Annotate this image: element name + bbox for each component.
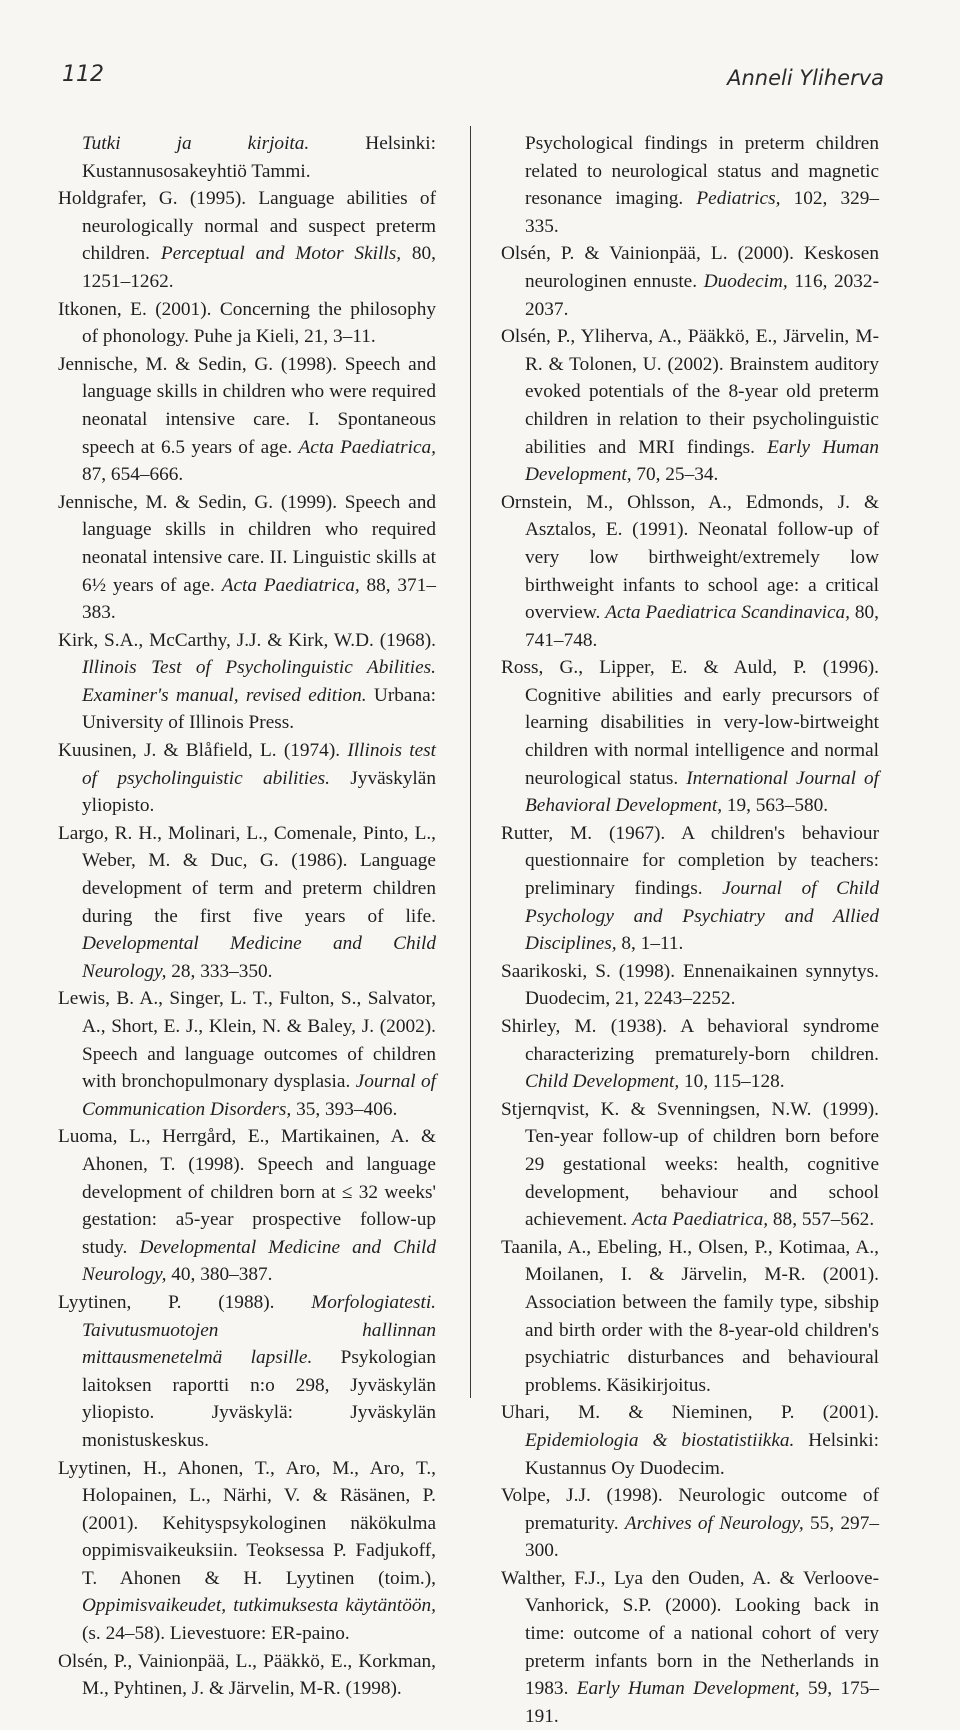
reference-entry: [501, 1482, 879, 1565]
reference-text: Walther, F.J., Lya den Ouden, A. & Verloove-Vanhorick, S.P. (2000). Looking back in time: outcome of a national cohort of very preterm infants born in the Netherlands in 1983.: [501, 1567, 879, 1700]
column-divider: [470, 126, 471, 1398]
reference-text: Kirk, S.A., McCarthy, J.J. & Kirk, W.D. (1968).: [58, 629, 436, 651]
reference-title: Journal of Communication Disorders,: [82, 1071, 436, 1120]
reference-title: Early Human Development,: [525, 436, 879, 486]
reference-title: Developmental Medicine and Child Neurology,: [82, 933, 436, 982]
reference-entry: [58, 1289, 436, 1455]
reference-text: Largo, R. H., Molinari, L., Comenale, Pinto, L., Weber, M. & Duc, G. (1986). Language development of term and preterm children during the first five years of life.: [58, 822, 436, 927]
reference-text: Olsén, P. & Vainionpää, L. (2000). Keskosen neurologinen ennuste.: [501, 243, 879, 292]
reference-entry: [501, 958, 879, 1013]
reference-title: Morfologiatesti. Taivutusmuotojen hallinnan mittausmenetelmä lapsille.: [82, 1291, 436, 1369]
reference-title: Illinois Test of Psycholinguistic Abilities. Examiner's manual, revised edition.: [82, 657, 436, 706]
reference-text: Itkonen, E. (2001). Concerning the philosophy of phonology. Puhe ja Kieli, 21, 3–11.: [58, 298, 436, 348]
reference-text: 10, 115–128.: [679, 1071, 785, 1093]
reference-title: Acta Paediatrica,: [298, 436, 436, 458]
reference-title: Journal of Child Psychology and Psychiatry and Allied Disciplines,: [525, 878, 879, 955]
reference-text: 8, 1–11.: [616, 933, 684, 955]
reference-entry: [501, 1565, 879, 1730]
reference-title: Duodecim,: [703, 270, 788, 292]
reference-text: Urbana: University of Illinois Press.: [82, 684, 437, 734]
reference-entry: [501, 820, 879, 958]
reference-title: Tutki ja kirjoita.: [82, 133, 310, 154]
reference-text: Psykologian laitoksen raportti n:o 298, Jyväskylän yliopisto. Jyväskylä: Jyväskylän monistuskeskus.: [82, 1347, 436, 1451]
running-head: Anneli Yliherva: [727, 66, 884, 90]
reference-text: Lyytinen, H., Ahonen, T., Aro, M., Aro, T., Holopainen, L., Närhi, V. & Räsänen, P. (2001). Kehityspsykologinen näkökulma oppimisvaikeuksiin. Teoksessa P. Fadjukoff, T. Ahonen & H. Lyytinen (toim.),: [58, 1457, 436, 1589]
reference-entry: [501, 489, 879, 655]
reference-title: Pediatrics,: [696, 188, 781, 210]
reference-title: Acta Paediatrica,: [632, 1209, 769, 1231]
reference-entry: [501, 1013, 879, 1096]
reference-entry: [501, 654, 879, 820]
reference-text: Taanila, A., Ebeling, H., Olsen, P., Kotimaa, A., Moilanen, I. & Järvelin, M-R. (2001). Association between the family type, sibship and birth order with the 8-year-old children's psychiatric disturbances and behavioural problems. Käsikirjoitus.: [501, 1236, 879, 1396]
reference-text: 55, 297–300.: [525, 1512, 879, 1562]
reference-text: Ross, G., Lipper, E. & Auld, P. (1996). Cognitive abilities and early precursors of learning disabilities in very-low-birtweight children with normal intelligence and normal neurological status.: [501, 657, 879, 789]
reference-text: Jennische, M. & Sedin, G. (1998). Speech and language skills in children who were required neonatal intensive care. I. Spontaneous speech at 6.5 years of age.: [58, 353, 436, 458]
reference-text: Volpe, J.J. (1998). Neurologic outcome of prematurity.: [501, 1485, 879, 1534]
reference-entry: [58, 1455, 436, 1648]
reference-entry: [58, 351, 436, 489]
reference-column-left: [58, 130, 436, 1703]
reference-entry: [58, 185, 436, 295]
reference-text: 87, 654–666.: [82, 464, 184, 486]
reference-entry: [58, 737, 436, 820]
reference-text: Luoma, L., Herrgård, E., Martikainen, A. & Ahonen, T. (1998). Speech and language development of children born at ≤ 32 weeks' gestation: a5-year prospective follow-up study.: [58, 1126, 436, 1258]
reference-text: (s. 24–58). Lievestuore: ER-paino.: [82, 1623, 350, 1645]
reference-text: 116, 2032-2037.: [525, 270, 879, 320]
reference-entry: [58, 296, 436, 351]
reference-text: 88, 557–562.: [768, 1209, 875, 1231]
reference-column-right: [501, 130, 879, 1730]
reference-entry: [58, 489, 436, 627]
reference-text: 88, 371–383.: [82, 574, 436, 624]
reference-title: International Journal of Behavioral Development,: [525, 767, 879, 817]
reference-text: Lyytinen, P. (1988).: [58, 1291, 312, 1313]
reference-text: Shirley, M. (1938). A behavioral syndrome characterizing prematurely-born children.: [501, 1016, 879, 1065]
reference-title: Archives of Neurology,: [624, 1512, 804, 1534]
reference-text: 19, 563–580.: [722, 795, 829, 817]
reference-title: Early Human Development,: [576, 1678, 800, 1700]
reference-text: 80, 741–748.: [525, 602, 879, 651]
reference-text: Jyväskylän yliopisto.: [82, 767, 436, 817]
reference-entry: [501, 130, 879, 240]
reference-text: Holdgrafer, G. (1995). Language abilities of neurologically normal and suspect preterm children.: [58, 188, 436, 265]
reference-text: 28, 333–350.: [166, 960, 273, 982]
reference-text: Saarikoski, S. (1998). Ennenaikainen synnytys. Duodecim, 21, 2243–2252.: [501, 960, 879, 1010]
reference-text: Jennische, M. & Sedin, G. (1999). Speech and language skills in children who required neonatal intensive care. II. Linguistic skills at 6½ years of age.: [58, 491, 436, 596]
reference-text: Psychological findings in preterm children related to neurological status and magnetic resonance imaging.: [525, 133, 879, 210]
reference-title: Acta Paediatrica,: [221, 574, 360, 596]
reference-text: Rutter, M. (1967). A children's behaviour questionnaire for completion by teachers: preliminary findings.: [501, 822, 879, 900]
reference-entry: [58, 130, 436, 185]
reference-entry: [501, 240, 879, 323]
reference-text: 80, 1251–1262.: [82, 243, 436, 292]
reference-text: Lewis, B. A., Singer, L. T., Fulton, S., Salvator, A., Short, E. J., Klein, N. & Baley, J. (2002). Speech and language outcomes of children with bronchopulmonary dysplasia.: [58, 988, 436, 1093]
reference-entry: [58, 1123, 436, 1289]
reference-entry: [501, 1234, 879, 1400]
reference-entry: [501, 1096, 879, 1234]
reference-entry: [58, 1648, 436, 1703]
reference-text: Helsinki: Kustannusosakeyhtiö Tammi.: [82, 133, 436, 182]
reference-entry: [58, 985, 436, 1123]
reference-text: 70, 25–34.: [631, 464, 719, 486]
reference-text: Olsén, P., Vainionpää, L., Pääkkö, E., Korkman, M., Pyhtinen, J. & Järvelin, M-R. (1998).: [58, 1650, 436, 1700]
reference-text: Kuusinen, J. & Blåfield, L. (1974).: [58, 740, 348, 762]
reference-text: Ornstein, M., Ohlsson, A., Edmonds, J. & Asztalos, E. (1991). Neonatal follow-up of very low birthweight/extremely low birthweight infants to school age: a critical overview.: [501, 491, 879, 624]
reference-text: 35, 393–406.: [291, 1098, 398, 1120]
reference-text: 40, 380–387.: [166, 1264, 273, 1286]
reference-title: Developmental Medicine and Child Neurology,: [82, 1236, 437, 1286]
page-number: 112: [62, 62, 104, 87]
reference-entry: [58, 820, 436, 986]
reference-title: Epidemiologia & biostatistiikka.: [525, 1429, 795, 1451]
reference-text: Helsinki: Kustannus Oy Duodecim.: [525, 1429, 879, 1479]
reference-text: Stjernqvist, K. & Svenningsen, N.W. (1999). Ten-year follow-up of children born before 29 gestational weeks: health, cognitive development, behaviour and school achievement.: [501, 1098, 879, 1231]
reference-title: Illinois test of psycholinguistic abilities.: [82, 740, 436, 789]
reference-text: 59, 175–191.: [525, 1678, 879, 1727]
reference-text: Olsén, P., Yliherva, A., Pääkkö, E., Järvelin, M-R. & Tolonen, U. (2002). Brainstem auditory evoked potentials of the 8-year old preterm children in relation to their psycholinguistic abilities and MRI findings.: [501, 326, 879, 458]
reference-entry: [501, 1399, 879, 1482]
reference-entry: [501, 323, 879, 489]
reference-title: Oppimisvaikeudet, tutkimuksesta käytäntöön,: [82, 1595, 436, 1617]
reference-text: 102, 329–335.: [525, 188, 879, 237]
reference-text: Uhari, M. & Nieminen, P. (2001).: [501, 1402, 879, 1424]
reference-title: Acta Paediatrica Scandinavica,: [605, 602, 851, 624]
reference-title: Perceptual and Motor Skills,: [160, 243, 402, 265]
reference-entry: [58, 627, 436, 737]
reference-title: Child Development,: [525, 1071, 680, 1093]
